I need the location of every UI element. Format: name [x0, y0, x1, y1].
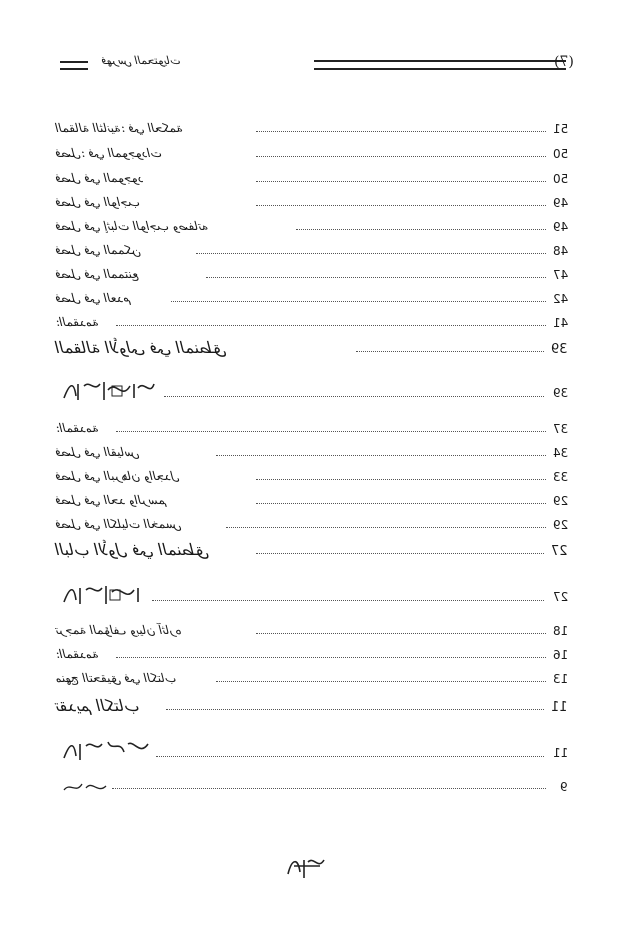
- toc-entry-page: 34: [552, 446, 568, 460]
- toc-entry-page: 50: [552, 147, 568, 161]
- toc-entry-page: 39: [552, 386, 568, 400]
- toc-entry: [56, 516, 576, 534]
- toc-entry-page: 37: [552, 422, 568, 436]
- toc-entry-text: فصل في الموجود: [56, 171, 144, 185]
- page-header: [52, 52, 572, 74]
- toc-entry-page: 29: [552, 518, 568, 532]
- leader-dots: [116, 431, 546, 432]
- toc-entry: [56, 194, 576, 212]
- toc-calligraphic-heading: [56, 582, 576, 608]
- calligraphy-ornament: [60, 738, 152, 768]
- leader-dots: [226, 527, 546, 528]
- leader-dots: [256, 131, 546, 132]
- toc-calligraphic-heading: [56, 378, 576, 404]
- leader-dots: [296, 229, 546, 230]
- calligraphy-ornament: [60, 378, 156, 408]
- leader-dots: [356, 351, 544, 352]
- leader-dots: [116, 657, 546, 658]
- toc-entry: [56, 420, 576, 438]
- toc-entry: [56, 492, 576, 510]
- leader-dots: [112, 788, 546, 789]
- footer-ornament: [284, 852, 328, 886]
- toc-entry-text: المقدمة:: [56, 315, 100, 329]
- toc-entry: [56, 266, 576, 284]
- leader-dots: [171, 301, 546, 302]
- toc-entry-page: 29: [552, 494, 568, 508]
- toc-entry-page: 18: [552, 624, 568, 638]
- toc-section-heading: [56, 340, 576, 358]
- toc-entry-page: 49: [552, 196, 568, 210]
- leader-dots: [256, 479, 546, 480]
- toc-entry-text: فصل في إثبات الواجب وصفاته: [56, 219, 209, 233]
- toc-entry-page: 39: [551, 342, 568, 357]
- toc-entry-page: 49: [552, 220, 568, 234]
- leader-dots: [256, 156, 546, 157]
- leader-dots: [116, 325, 546, 326]
- toc-entry-text: تقديم الكتاب: [56, 696, 141, 715]
- toc-entry-page: 11: [552, 746, 568, 760]
- leader-dots: [152, 600, 544, 601]
- calligraphy-ornament: [60, 582, 146, 612]
- leader-dots: [206, 277, 546, 278]
- toc-entry-text: فصل في العدم: [56, 291, 132, 305]
- toc-entry-page: 27: [552, 590, 568, 604]
- toc-entry: [56, 120, 576, 138]
- leader-dots: [166, 709, 544, 710]
- toc-entry: [56, 170, 576, 188]
- calligraphy-ornament: [60, 778, 110, 800]
- toc-entry-text: فصل في القياس: [56, 445, 140, 459]
- toc-entry-text: المقالة الثانية: في الحكمة: [56, 121, 184, 135]
- toc-calligraphic-heading: [56, 738, 576, 764]
- toc-entry-text: فصل في الكليات الخمس: [56, 517, 182, 531]
- toc-entry-page: 13: [552, 672, 568, 686]
- toc-entry-text: فصل في الحد والرسم: [56, 493, 167, 507]
- toc-entry-page: 27: [551, 544, 568, 559]
- toc-section-heading: [56, 542, 576, 560]
- toc-entry: [56, 314, 576, 332]
- toc-entry-text: المقدمة:: [56, 647, 100, 661]
- page-number: (7): [554, 54, 574, 70]
- toc-entry-page: 9: [560, 780, 568, 794]
- toc-entry-text: فصل في البرهان والجدل: [56, 469, 180, 483]
- toc-entry: [56, 444, 576, 462]
- toc-entry-text: ترجمة المؤلف وبيان آثاره: [56, 623, 183, 637]
- header-ornament: [60, 61, 88, 70]
- toc-entry: [56, 622, 576, 640]
- leader-dots: [256, 553, 544, 554]
- toc-entry-page: 41: [552, 316, 568, 330]
- toc-entry: [56, 468, 576, 486]
- toc-entry-page: 42: [552, 292, 568, 306]
- leader-dots: [216, 455, 546, 456]
- toc-entry: [56, 778, 576, 796]
- leader-dots: [256, 503, 546, 504]
- toc-entry-text: الباب الأول في المنطق: [56, 540, 210, 559]
- toc-entry: [56, 290, 576, 308]
- toc-entry-text: المقدمة:: [56, 421, 100, 435]
- toc-entry: [56, 218, 576, 236]
- toc-entry-page: 51: [552, 122, 568, 136]
- toc-entry-text: فصل: في الموجودات: [56, 146, 163, 160]
- leader-dots: [216, 681, 546, 682]
- toc-entry-text: منهج التحقيق في الكتاب: [56, 671, 177, 685]
- leader-dots: [256, 633, 546, 634]
- leader-dots: [256, 181, 546, 182]
- toc-entry-page: 47: [552, 268, 568, 282]
- leader-dots: [156, 756, 544, 757]
- toc-entry-text: المقالة الأولى في المنطق: [56, 338, 227, 357]
- header-title: فهرس المحتويات: [102, 54, 181, 67]
- toc-entry-text: فصل في الممتنع: [56, 267, 140, 281]
- leader-dots: [164, 396, 544, 397]
- toc-entry-text: فصل في الممكن: [56, 243, 142, 257]
- toc-section-heading: [56, 698, 576, 716]
- toc-entry-page: 33: [552, 470, 568, 484]
- toc-entry-page: 48: [552, 244, 568, 258]
- toc-entry: [56, 646, 576, 664]
- leader-dots: [196, 253, 546, 254]
- toc-entry: [56, 670, 576, 688]
- toc-entry-text: فصل في الواجب: [56, 195, 141, 209]
- header-rule: [314, 60, 566, 70]
- leader-dots: [256, 205, 546, 206]
- toc-entry: [56, 145, 576, 163]
- toc-entry-page: 16: [552, 648, 568, 662]
- toc-entry-page: 11: [551, 700, 568, 715]
- toc-entry: [56, 242, 576, 260]
- toc-entry-page: 50: [552, 172, 568, 186]
